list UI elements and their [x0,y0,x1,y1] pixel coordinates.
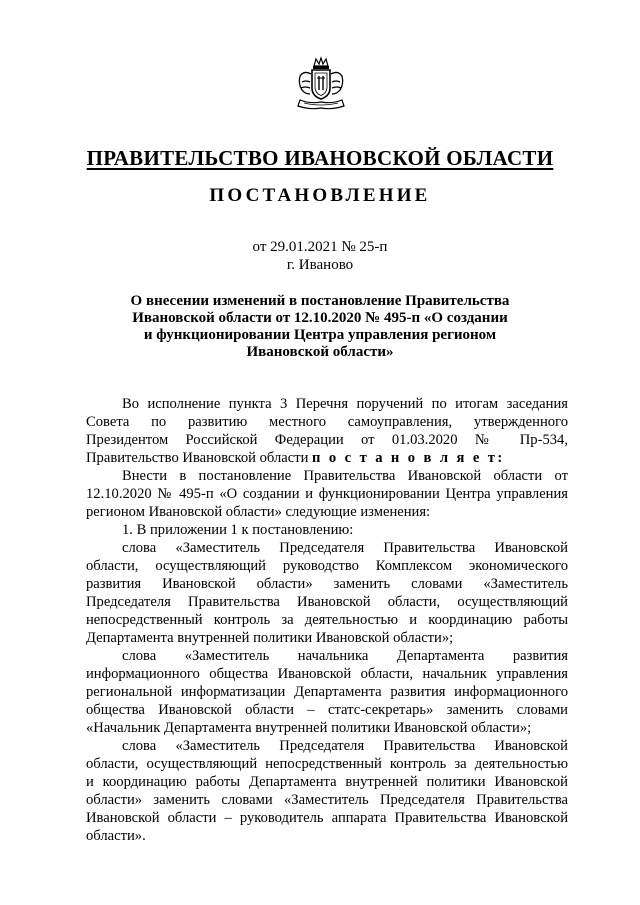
document-subject [100,293,540,361]
body-line: слова «Заместитель Председателя Правительства Ивановской [122,738,568,754]
subject-line: О внесении изменений в постановление Правительства [130,293,510,309]
body-line: 1. В приложении 1 к постановлению: [122,522,354,538]
body-line: слова «Заместитель начальника Департамента развития [122,648,568,664]
body-line: Во исполнение пункта 3 Перечня поручений по итогам заседания [122,396,568,412]
body-line: области, осуществляющий непосредственный контроль за деятельностью [86,756,568,772]
body-line: Внести в постановление Правительства Ивановской области от [122,468,568,484]
body-line: слова «Заместитель Председателя Правительства Ивановской [122,540,568,556]
body-line: 12.10.2020 № 495-п «О создании и функционировании Центра управления [86,486,568,502]
coat-of-arms-icon [292,56,350,112]
body-line: и координацию работы Департамента внутренней политики Ивановской [86,774,568,790]
body-line: Председателя Правительства Ивановской области, осуществляющий [86,594,568,610]
body-line: Ивановской области – руководитель аппарата Правительства Ивановской [86,810,568,826]
document-body [86,395,568,845]
body-line: Президентом Российской Федерации от 01.03.2020 № Пр-534, [86,432,568,448]
government-title: ПРАВИТЕЛЬСТВО ИВАНОВСКОЙ ОБЛАСТИ [86,146,554,170]
subject-line: и функционировании Центра управления регионом [143,327,497,343]
decree-word: п о с т а н о в л я е т: [312,450,505,466]
body-line: информационного общества Ивановской области, начальник управления [86,666,568,682]
body-line: «Начальник Департамента внутренней политики Ивановской области»; [86,720,532,736]
body-line: области». [86,828,146,844]
subject-line: Ивановской области от 12.10.2020 № 495-п «О создании [132,310,508,326]
body-line: развития Ивановской области» заменить словами «Заместитель [86,576,568,592]
body-line: непосредственный контроль за деятельностью и координацию работы [86,612,568,628]
body-line [86,449,568,467]
document-meta [0,238,640,274]
body-line: общества Ивановской области – статс-секретарь» заменить словами [86,702,568,718]
body-line: Совета по развитию местного самоуправления, утвержденного [86,414,568,430]
body-line: регионом Ивановской области» следующие изменения: [86,504,431,520]
body-line: области, осуществляющий руководство Комплексом экономического [86,558,568,574]
body-line: области» заменить словами «Заместитель Председателя Правительства [86,792,568,808]
subject-line: Ивановской области» [246,344,394,360]
document-type: ПОСТАНОВЛЕНИЕ [209,185,431,206]
city: г. Иваново [286,257,354,273]
date-number: от 29.01.2021 № 25-п [252,239,388,255]
body-text: Правительство Ивановской области [86,450,309,466]
body-line: региональной информатизации Департамента развития информационного [86,684,568,700]
body-line: Департамента внутренней политики Ивановской области»; [86,630,454,646]
